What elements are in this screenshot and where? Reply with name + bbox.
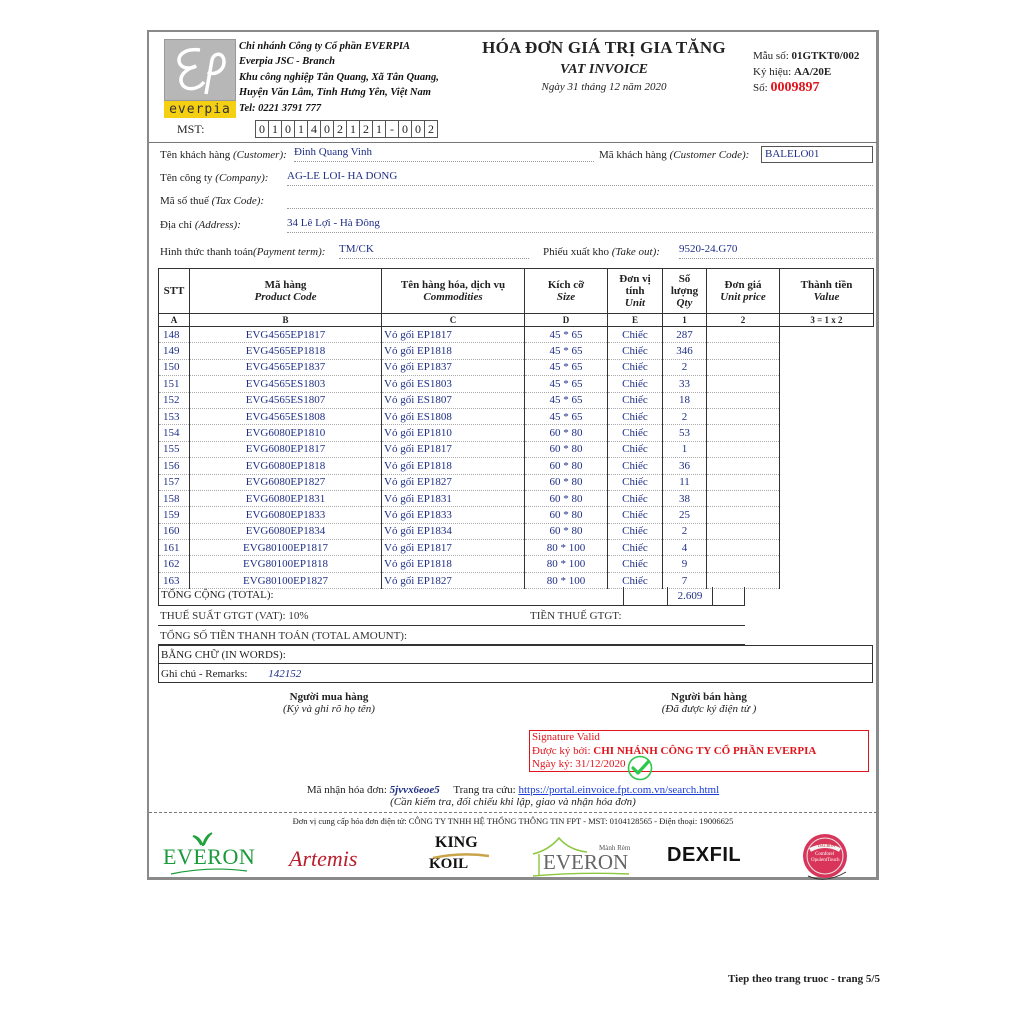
col-header-stt: STT: [159, 269, 190, 314]
cell-price: [707, 392, 780, 408]
cell-unit: Chiếc: [608, 507, 663, 523]
column-index-cell: 3 = 1 x 2: [780, 314, 874, 327]
customer-name-label: Tên khách hàng (Customer):: [160, 149, 287, 161]
customer-code-label: Mã khách hàng (Customer Code):: [599, 149, 750, 161]
cell-name: Vỏ gối EP1817: [382, 327, 525, 343]
cell-size: 45 * 65: [525, 392, 608, 408]
vat-rate-label: THUẾ SUẤT GTGT (VAT): 10%: [160, 610, 309, 622]
mst-digit-box: 0: [320, 120, 333, 138]
invoice-lookup: [149, 784, 877, 808]
col-header-commodities: Tên hàng hóa, dịch vụ Commodities: [382, 269, 525, 314]
cell-price: [707, 327, 780, 343]
cell-price: [707, 540, 780, 556]
invoice-date: Ngày 31 tháng 12 năm 2020: [541, 81, 667, 93]
cell-price: [707, 343, 780, 359]
column-index-cell: D: [525, 314, 608, 327]
cell-unit: Chiếc: [608, 490, 663, 506]
logo-wordmark: everpia: [164, 101, 236, 118]
cell-code: EVG4565ES1807: [190, 392, 382, 408]
mst-digit-box: 0: [398, 120, 411, 138]
cell-code: EVG80100EP1817: [190, 540, 382, 556]
divider: [149, 142, 877, 143]
cell-unit: Chiếc: [608, 408, 663, 424]
cell-stt: 150: [159, 359, 190, 375]
cell-code: EVG4565EP1818: [190, 343, 382, 359]
signature-check-icon: [627, 755, 653, 781]
ep-monogram-icon: [164, 39, 236, 101]
takeout-value: 9520-24.G70: [679, 243, 873, 259]
symbol-value: AA/20E: [793, 66, 832, 78]
cell-stt: 157: [159, 474, 190, 490]
column-index-cell: A: [159, 314, 190, 327]
invoice-title-block: [479, 38, 729, 93]
einvoice-provider: Đơn vị cung cấp hóa đơn điện tử: CÔNG TY TNHH HỆ THỐNG THÔNG TIN FPT - MST: 0104128565 - Điện thoại: 19006625: [292, 816, 734, 826]
cell-unit: Chiếc: [608, 474, 663, 490]
cell-unit: Chiếc: [608, 523, 663, 539]
cell-code: EVG80100EP1818: [190, 556, 382, 572]
form-value: 01GTKT0/002: [791, 50, 860, 62]
column-index-cell: 2: [707, 314, 780, 327]
column-index-cell: E: [608, 314, 663, 327]
cell-unit: Chiếc: [608, 376, 663, 392]
seller-title: Người bán hàng: [671, 691, 747, 703]
cell-value: [780, 343, 874, 359]
cell-size: 60 * 80: [525, 490, 608, 506]
address-value: 34 Lê Lợi - Hà Đông: [287, 217, 873, 233]
cell-size: 60 * 80: [525, 507, 608, 523]
cell-value: [780, 474, 874, 490]
mst-digit-box: 1: [268, 120, 281, 138]
cell-price: [707, 441, 780, 457]
cell-price: [707, 359, 780, 375]
cell-qty: 9: [663, 556, 707, 572]
cell-name: Vỏ gối EP1834: [382, 523, 525, 539]
cell-size: 45 * 65: [525, 343, 608, 359]
column-index-cell: 1: [663, 314, 707, 327]
cell-stt: 160: [159, 523, 190, 539]
cell-stt: 148: [159, 327, 190, 343]
cell-stt: 151: [159, 376, 190, 392]
cell-code: EVG80100EP1827: [190, 572, 382, 588]
table-row: [159, 490, 874, 506]
table-row: [159, 507, 874, 523]
number-label: Số:: [753, 82, 768, 94]
col-header-value: Thành tiền Value: [780, 269, 874, 314]
cell-price: [707, 507, 780, 523]
everon-curtain-logo: Mành Rèm EVERON: [529, 834, 639, 878]
cell-price: [707, 425, 780, 441]
portal-label: Trang tra cứu:: [453, 784, 516, 796]
cell-name: Vỏ gối EP1817: [382, 441, 525, 457]
cell-qty: 4: [663, 540, 707, 556]
mst-label: MST:: [177, 121, 205, 136]
cell-size: 60 * 80: [525, 458, 608, 474]
table-row: [159, 556, 874, 572]
total-amount-label: TỔNG SỐ TIỀN THANH TOÁN (TOTAL AMOUNT):: [160, 630, 408, 642]
symbol-label: Ký hiệu:: [753, 66, 792, 78]
cell-name: Vỏ gối EP1827: [382, 474, 525, 490]
table-row: [159, 523, 874, 539]
table-row: [159, 392, 874, 408]
total-amount-row: [158, 626, 745, 645]
cell-value: [780, 376, 874, 392]
table-row: [159, 474, 874, 490]
cell-stt: 163: [159, 572, 190, 588]
table-header-row: [159, 269, 874, 314]
seller-name-vi: Chi nhánh Công ty Cổ phần EVERPIA: [239, 41, 410, 52]
invoice-subtitle: VAT INVOICE: [559, 62, 649, 77]
total-label: TỔNG CỘNG (TOTAL):: [161, 589, 274, 601]
cell-qty: 2: [663, 523, 707, 539]
cell-name: Vỏ gối ES1808: [382, 408, 525, 424]
cell-unit: Chiếc: [608, 572, 663, 588]
cell-code: EVG4565ES1808: [190, 408, 382, 424]
cell-qty: 7: [663, 572, 707, 588]
table-row: [159, 441, 874, 457]
cell-stt: 152: [159, 392, 190, 408]
mst-digit-boxes: [255, 120, 438, 138]
cell-price: [707, 523, 780, 539]
cell-name: Vỏ gối EP1827: [382, 572, 525, 588]
cell-code: EVG6080EP1831: [190, 490, 382, 506]
cell-qty: 33: [663, 376, 707, 392]
cell-stt: 153: [159, 408, 190, 424]
in-words-row: [158, 645, 873, 664]
total-qty: 2.609: [668, 587, 713, 605]
cell-stt: 156: [159, 458, 190, 474]
cell-value: [780, 359, 874, 375]
lookup-code-label: Mã nhận hóa đơn:: [306, 784, 387, 796]
takeout-label: Phiếu xuất kho (Take out):: [543, 246, 660, 258]
cell-stt: 155: [159, 441, 190, 457]
cell-qty: 18: [663, 392, 707, 408]
cell-value: [780, 392, 874, 408]
table-row: [159, 540, 874, 556]
cell-value: [780, 556, 874, 572]
mst-digit-box: 1: [294, 120, 307, 138]
cell-qty: 25: [663, 507, 707, 523]
dexfil-logo: DEXFIL: [667, 844, 742, 866]
cell-value: [780, 425, 874, 441]
signed-by-label: Được ký bởi:: [532, 744, 591, 757]
cell-code: EVG4565EP1837: [190, 359, 382, 375]
king-koil-logo: KING KOIL: [427, 834, 497, 876]
cell-size: 60 * 80: [525, 425, 608, 441]
cell-price: [707, 556, 780, 572]
cell-code: EVG6080EP1810: [190, 425, 382, 441]
mst-digit-box: -: [385, 120, 398, 138]
remarks-value: 142152: [268, 668, 302, 680]
cell-price: [707, 474, 780, 490]
cell-stt: 149: [159, 343, 190, 359]
table-row: [159, 458, 874, 474]
col-header-unit: Đơn vị tính Unit: [608, 269, 663, 314]
column-index-row: [159, 314, 874, 327]
invoice-number: 0009897: [770, 80, 820, 95]
cell-code: EVG6080EP1817: [190, 441, 382, 457]
buyer-title: Người mua hàng: [289, 691, 369, 703]
cell-size: 45 * 65: [525, 359, 608, 375]
cell-qty: 287: [663, 327, 707, 343]
remarks-row: [158, 663, 873, 683]
mst-digit-box: 1: [372, 120, 385, 138]
table-row: [159, 343, 874, 359]
cell-stt: 161: [159, 540, 190, 556]
col-header-product-code: Mã hàng Product Code: [190, 269, 382, 314]
mst-digit-box: 0: [255, 120, 268, 138]
seller-phone: Tel: 0221 3791 777: [239, 103, 322, 114]
seller-address-1: Khu công nghiệp Tân Quang, Xã Tân Quang,: [239, 72, 439, 83]
cell-price: [707, 458, 780, 474]
cell-name: Vỏ gối EP1831: [382, 490, 525, 506]
cell-size: 45 * 65: [525, 408, 608, 424]
remarks-label: Ghi chú - Remarks:: [161, 668, 248, 680]
cell-unit: Chiếc: [608, 392, 663, 408]
total-row: [158, 587, 745, 606]
cell-price: [707, 376, 780, 392]
column-index-cell: B: [190, 314, 382, 327]
cell-stt: 154: [159, 425, 190, 441]
cell-size: 80 * 100: [525, 556, 608, 572]
table-row: [159, 408, 874, 424]
cell-unit: Chiếc: [608, 540, 663, 556]
items-table: [158, 268, 874, 589]
tax-code-label: Mã số thuế (Tax Code):: [160, 195, 265, 207]
company-label: Tên công ty (Company):: [160, 172, 269, 184]
seller-address-2: Huyện Văn Lâm, Tỉnh Hưng Yên, Việt Nam: [239, 86, 431, 98]
form-label: Mẫu số:: [753, 50, 789, 62]
signature-valid-text: Signature Valid: [532, 731, 600, 743]
mst-digit-box: 2: [424, 120, 438, 138]
cell-stt: 158: [159, 490, 190, 506]
col-header-unit-price: Đơn giá Unit price: [707, 269, 780, 314]
seller-note: (Đã được ký điện tử ): [661, 703, 757, 715]
column-index-cell: C: [382, 314, 525, 327]
customer-code-value: BALELO01: [761, 146, 873, 163]
cell-name: Vỏ gối EP1817: [382, 540, 525, 556]
customer-name-value: Đinh Quang Vinh: [294, 146, 594, 162]
cell-name: Vỏ gối ES1807: [382, 392, 525, 408]
cell-size: 80 * 100: [525, 540, 608, 556]
address-label: Địa chỉ (Address):: [160, 219, 241, 231]
cell-value: [780, 507, 874, 523]
seller-signature-block: [609, 691, 809, 715]
signed-by-value: CHI NHÁNH CÔNG TY CỔ PHẦN EVERPIA: [593, 744, 817, 757]
cell-price: [707, 408, 780, 424]
cell-value: [780, 327, 874, 343]
mst-digit-box: 4: [307, 120, 320, 138]
cell-value: [780, 408, 874, 424]
comforel-logo: DACRON Comforel OpulentTouch: [796, 832, 856, 884]
invoice-title: HÓA ĐƠN GIÁ TRỊ GIA TĂNG: [482, 38, 726, 57]
cell-value: [780, 441, 874, 457]
tax-code-value: [287, 193, 873, 209]
sign-date: Ngày ký: 31/12/2020: [532, 758, 626, 770]
cell-size: 45 * 65: [525, 327, 608, 343]
seller-name-en: Everpia JSC - Branch: [239, 55, 335, 67]
cell-name: Vỏ gối EP1810: [382, 425, 525, 441]
buyer-note: (Ký và ghi rõ họ tên): [283, 703, 375, 715]
cell-qty: 36: [663, 458, 707, 474]
vat-row: [158, 606, 745, 626]
dashed-divider: [149, 812, 877, 813]
lookup-note: (Cần kiểm tra, đối chiếu khi lập, giao và nhận hóa đơn): [390, 796, 636, 808]
cell-code: EVG6080EP1834: [190, 523, 382, 539]
cell-code: EVG6080EP1818: [190, 458, 382, 474]
table-row: [159, 327, 874, 343]
cell-size: 80 * 100: [525, 572, 608, 588]
mst-digit-box: 2: [333, 120, 346, 138]
mst-digit-box: 1: [346, 120, 359, 138]
col-header-size: Kích cỡ Size: [525, 269, 608, 314]
table-row: [159, 376, 874, 392]
invoice-page: [147, 30, 879, 880]
table-row: [159, 425, 874, 441]
cell-unit: Chiếc: [608, 441, 663, 457]
artemis-logo: Artemis: [289, 846, 358, 871]
cell-value: [780, 540, 874, 556]
col-header-qty: Số lượng Qty: [663, 269, 707, 314]
vat-amount-label: TIỀN THUẾ GTGT:: [530, 610, 622, 622]
cell-code: EVG6080EP1827: [190, 474, 382, 490]
cell-value: [780, 458, 874, 474]
cell-qty: 1: [663, 441, 707, 457]
buyer-signature-block: [229, 691, 429, 715]
cell-size: 60 * 80: [525, 474, 608, 490]
cell-unit: Chiếc: [608, 458, 663, 474]
portal-link[interactable]: https://portal.einvoice.fpt.com.vn/search.html: [518, 784, 720, 796]
cell-qty: 11: [663, 474, 707, 490]
everpia-logo: [164, 39, 236, 117]
cell-value: [780, 523, 874, 539]
cell-code: EVG6080EP1833: [190, 507, 382, 523]
everon-logo: EVERON: [163, 832, 263, 877]
total-qty-cell: [623, 587, 668, 605]
digital-signature-box[interactable]: [529, 730, 869, 772]
cell-qty: 38: [663, 490, 707, 506]
page-continuation-note: Tiep theo trang truoc - trang 5/5: [728, 973, 880, 985]
cell-size: 60 * 80: [525, 523, 608, 539]
cell-stt: 159: [159, 507, 190, 523]
in-words-label: BẰNG CHỮ (IN WORDS):: [161, 649, 286, 661]
cell-unit: Chiếc: [608, 425, 663, 441]
cell-qty: 2: [663, 408, 707, 424]
cell-price: [707, 490, 780, 506]
cell-unit: Chiếc: [608, 556, 663, 572]
cell-name: Vỏ gối EP1837: [382, 359, 525, 375]
cell-qty: 53: [663, 425, 707, 441]
cell-code: EVG4565EP1817: [190, 327, 382, 343]
lookup-code: 5jvvx6eoe5: [389, 784, 440, 796]
seller-info: [239, 40, 439, 117]
seller-tax-code: [177, 120, 438, 138]
cell-unit: Chiếc: [608, 359, 663, 375]
payment-label: Hình thức thanh toán(Payment term):: [160, 246, 326, 258]
payment-value: TM/CK: [339, 243, 529, 259]
cell-value: [780, 490, 874, 506]
cell-name: Vỏ gối EP1818: [382, 556, 525, 572]
cell-value: [780, 572, 874, 588]
cell-name: Vỏ gối EP1833: [382, 507, 525, 523]
cell-unit: Chiếc: [608, 327, 663, 343]
cell-qty: 346: [663, 343, 707, 359]
table-row: [159, 359, 874, 375]
mst-digit-box: 0: [411, 120, 424, 138]
cell-unit: Chiếc: [608, 343, 663, 359]
cell-code: EVG4565ES1803: [190, 376, 382, 392]
cell-size: 45 * 65: [525, 376, 608, 392]
cell-size: 60 * 80: [525, 441, 608, 457]
cell-name: Vỏ gối EP1818: [382, 458, 525, 474]
company-value: AG-LE LOI- HA DONG: [287, 170, 873, 186]
mst-digit-box: 0: [281, 120, 294, 138]
cell-name: Vỏ gối EP1818: [382, 343, 525, 359]
cell-name: Vỏ gối ES1803: [382, 376, 525, 392]
cell-qty: 2: [663, 359, 707, 375]
mst-digit-box: 2: [359, 120, 372, 138]
invoice-meta: [753, 48, 859, 96]
cell-stt: 162: [159, 556, 190, 572]
